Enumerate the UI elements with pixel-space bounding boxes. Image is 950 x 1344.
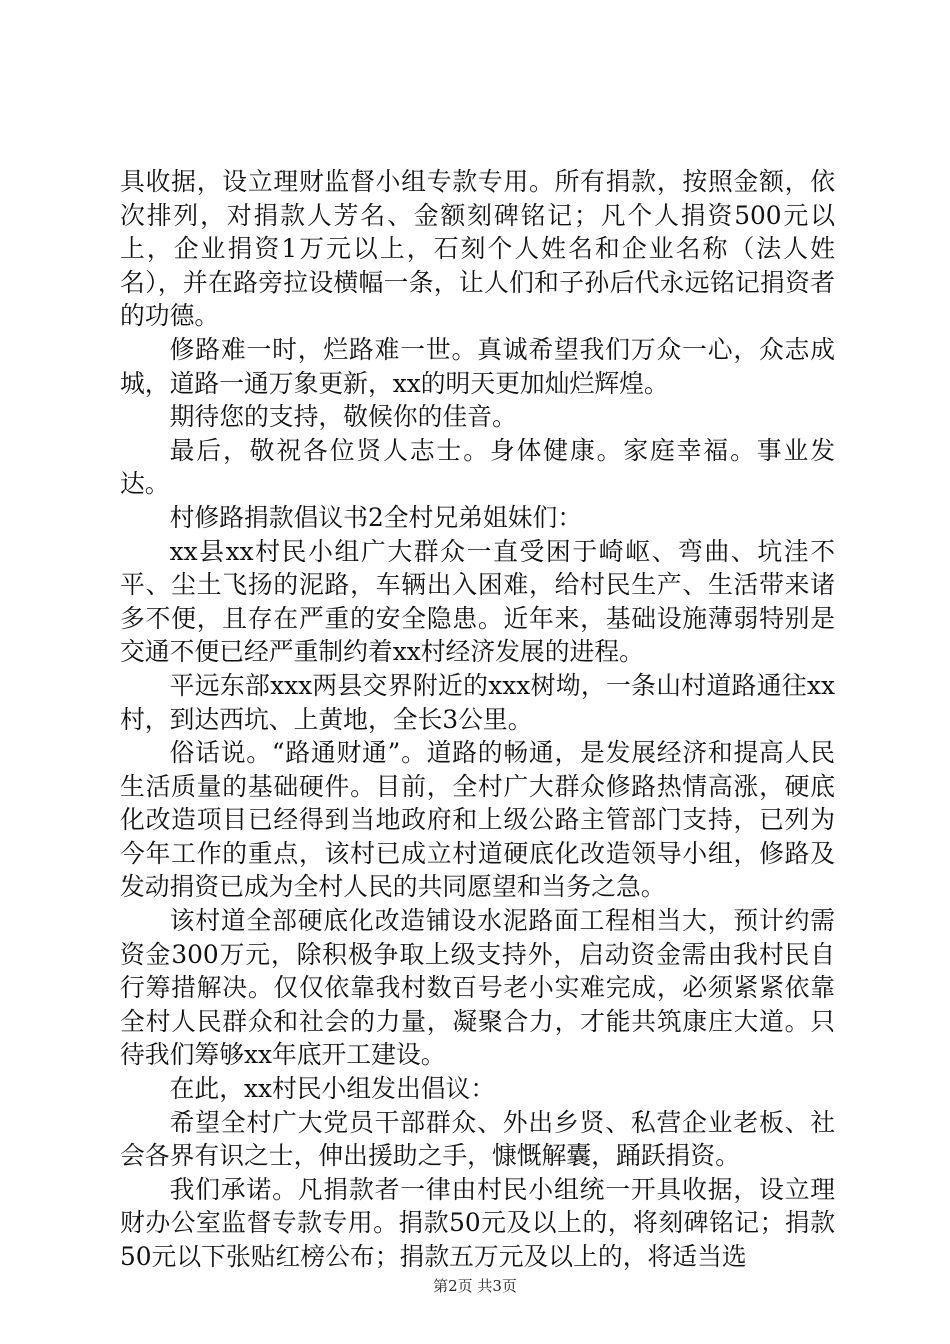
paragraph-1: 具收据，设立理财监督小组专款专用。所有捐款，按照金额，依次排列，对捐款人芳名、金额刻碑铭记；凡个人捐资500元以上，企业捐资1万元以上，石刻个人姓名和企业名称（法人姓名），并在路旁拉设横幅一条，让人们和子孙后代永远铭记捐资者的功德。 xyxy=(120,167,835,331)
paragraph-7: 平远东部xxx两县交界附近的xxx树坳，一条山村道路通往xx村，到达西坑、上黄地，全长3公里。 xyxy=(120,670,835,734)
paragraph-6: xx县xx村民小组广大群众一直受困于崎岖、弯曲、坑洼不平、尘土飞扬的泥路，车辆出入困难，给村民生产、生活带来诸多不便，且存在严重的安全隐患。近年来，基础设施薄弱特别是交通不便已经严重制约着xx村经济发展的进程。 xyxy=(120,536,835,667)
paragraph-3: 期待您的支持，敬候你的佳音。 xyxy=(169,402,517,432)
document-body xyxy=(120,165,835,1274)
paragraph-8: 俗话说。“路通财通”。道路的畅通，是发展经济和提高人民生活质量的基础硬件。目前，全村广大群众修路热情高涨，硬底化改造项目已经得到当地政府和上级公路主管部门支持，已列为今年工作的重点，该村已成立村道硬底化改造领导小组，修路及发动捐资已成为全村人民的共同愿望和当务之急。 xyxy=(120,738,835,902)
page-number: 第2页 共3页 xyxy=(433,1277,517,1295)
paragraph-9: 该村道全部硬底化改造铺设水泥路面工程相当大，预计约需资金300万元，除积极争取上级支持外，启动资金需由我村民自行筹措解决。仅仅依靠我村数百号老小实难完成，必须紧紧依靠全村人民群众和社会的力量，凝聚合力，才能共筑康庄大道。只待我们筹够xx年底开工建设。 xyxy=(120,906,835,1070)
paragraph-4: 最后，敬祝各位贤人志士。身体健康。家庭幸福。事业发达。 xyxy=(120,435,835,499)
paragraph-10: 在此，xx村民小组发出倡议： xyxy=(169,1074,496,1104)
paragraph-2: 修路难一时，烂路难一世。真诚希望我们万众一心，众志成城，道路一通万象更新，xx的明天更加灿烂辉煌。 xyxy=(120,334,835,398)
paragraph-5: 村修路捐款倡议书2全村兄弟姐妹们： xyxy=(169,502,583,532)
paragraph-12: 我们承诺。凡捐款者一律由村民小组统一开具收据，设立理财办公室监督专款专用。捐款50元及以上的，将刻碑铭记；捐款50元以下张贴红榜公布；捐款五万元及以上的，将适当选 xyxy=(120,1174,835,1271)
paragraph-11: 希望全村广大党员干部群众、外出乡贤、私营企业老板、社会各界有识之士，伸出援助之手，慷慨解囊，踊跃捐资。 xyxy=(120,1107,835,1171)
page-footer xyxy=(0,1276,950,1296)
